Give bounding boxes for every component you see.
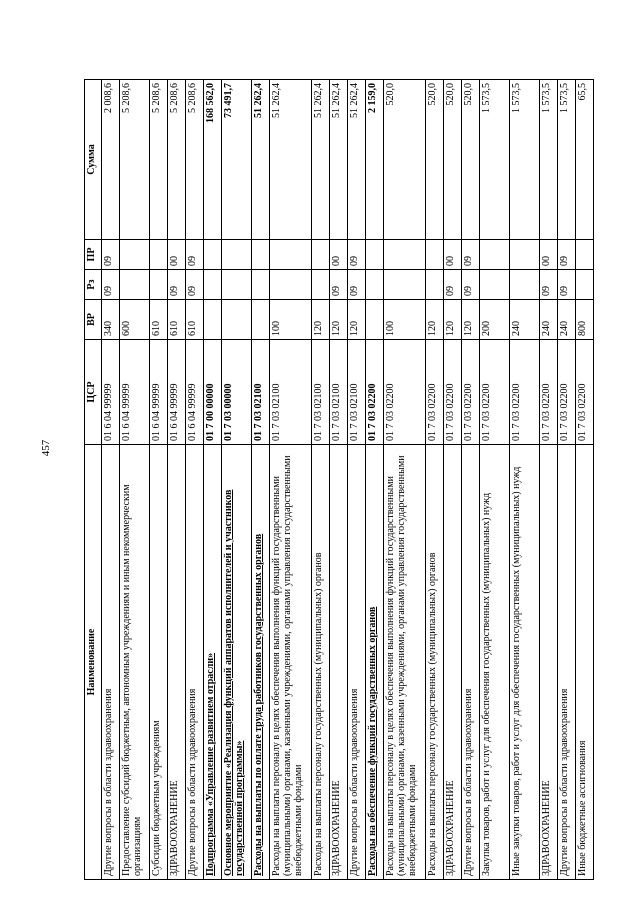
row-pr-cell — [384, 240, 426, 270]
row-name-cell: Другие вопросы в области здравоохранения — [348, 445, 366, 880]
table-row — [480, 80, 510, 880]
table-row — [348, 80, 366, 880]
table-header-row — [85, 80, 102, 880]
row-vr-cell: 100 — [384, 300, 426, 340]
table-row — [150, 80, 168, 880]
row-csr-cell: 01 7 03 02100 — [348, 340, 366, 445]
table-row — [510, 80, 540, 880]
row-vr-cell: 120 — [444, 300, 462, 340]
row-rz-cell — [222, 270, 252, 300]
row-rz-cell — [366, 270, 384, 300]
row-rz-cell: 09 — [330, 270, 348, 300]
row-name-cell: Расходы на выплаты персоналу государственных (муниципальных) органов — [426, 445, 444, 880]
row-sum-cell: 520,0 — [462, 80, 480, 240]
table-row — [330, 80, 348, 880]
row-vr-cell: 120 — [462, 300, 480, 340]
row-sum-cell: 520,0 — [426, 80, 444, 240]
row-name-cell: Другие вопросы в области здравоохранения — [186, 445, 204, 880]
row-sum-cell: 51 262,4 — [252, 80, 270, 240]
row-pr-cell: 09 — [348, 240, 366, 270]
row-rz-cell — [252, 270, 270, 300]
row-sum-cell: 51 262,4 — [312, 80, 330, 240]
table-row — [558, 80, 576, 880]
row-sum-cell: 2 008,6 — [102, 80, 120, 240]
row-name-cell: Расходы на выплаты персоналу в целях обеспечения выполнения функций государственными (муниципальными) органами, казенными учреждениями, органами управления государственными внебюджетными фондами — [270, 445, 312, 880]
table-row — [426, 80, 444, 880]
row-csr-cell: 01 7 03 02100 — [270, 340, 312, 445]
row-name-cell: Иные бюджетные ассигнования — [576, 445, 594, 880]
table-body — [102, 80, 594, 880]
header-csr: ЦСР — [85, 340, 102, 445]
row-sum-cell: 520,0 — [384, 80, 426, 240]
row-vr-cell — [204, 300, 222, 340]
row-pr-cell — [312, 240, 330, 270]
row-name-cell: Расходы на обеспечение функций государственных органов — [366, 445, 384, 880]
row-csr-cell: 01 7 03 02200 — [576, 340, 594, 445]
row-vr-cell: 240 — [558, 300, 576, 340]
row-sum-cell: 51 262,4 — [270, 80, 312, 240]
budget-table — [84, 79, 594, 880]
row-csr-cell: 01 7 03 00000 — [222, 340, 252, 445]
table-row — [270, 80, 312, 880]
table-row — [204, 80, 222, 880]
row-csr-cell: 01 7 03 02100 — [312, 340, 330, 445]
row-vr-cell: 610 — [168, 300, 186, 340]
row-sum-cell: 5 208,6 — [150, 80, 168, 240]
row-pr-cell: 00 — [168, 240, 186, 270]
row-vr-cell: 120 — [330, 300, 348, 340]
row-rz-cell — [384, 270, 426, 300]
row-sum-cell: 168 562,0 — [204, 80, 222, 240]
row-csr-cell: 01 7 03 02200 — [510, 340, 540, 445]
row-csr-cell: 01 7 03 02100 — [330, 340, 348, 445]
row-pr-cell — [576, 240, 594, 270]
row-vr-cell: 120 — [426, 300, 444, 340]
table-row — [186, 80, 204, 880]
row-sum-cell: 1 573,5 — [510, 80, 540, 240]
row-name-cell: Расходы на выплаты по оплате труда работников государственных органов — [252, 445, 270, 880]
table-row — [222, 80, 252, 880]
row-name-cell: Другие вопросы в области здравоохранения — [102, 445, 120, 880]
row-csr-cell: 01 7 03 02200 — [540, 340, 558, 445]
row-rz-cell — [510, 270, 540, 300]
header-pr: ПР — [85, 240, 102, 270]
row-name-cell: Субсидии бюджетным учреждениям — [150, 445, 168, 880]
row-sum-cell: 51 262,4 — [348, 80, 366, 240]
table-row — [462, 80, 480, 880]
rotated-table-frame — [84, 80, 588, 880]
row-rz-cell — [576, 270, 594, 300]
row-rz-cell: 09 — [186, 270, 204, 300]
header-name: Наименование — [85, 445, 102, 880]
table-row — [252, 80, 270, 880]
row-csr-cell: 01 7 03 02200 — [426, 340, 444, 445]
row-csr-cell: 01 6 04 99999 — [150, 340, 168, 445]
row-rz-cell — [426, 270, 444, 300]
row-rz-cell — [312, 270, 330, 300]
row-sum-cell: 51 262,4 — [330, 80, 348, 240]
row-vr-cell: 200 — [480, 300, 510, 340]
row-sum-cell: 1 573,5 — [540, 80, 558, 240]
row-vr-cell: 610 — [186, 300, 204, 340]
row-rz-cell: 09 — [348, 270, 366, 300]
row-csr-cell: 01 6 04 99999 — [186, 340, 204, 445]
row-pr-cell — [222, 240, 252, 270]
row-pr-cell — [480, 240, 510, 270]
row-vr-cell: 100 — [270, 300, 312, 340]
row-csr-cell: 01 7 03 02200 — [462, 340, 480, 445]
row-csr-cell: 01 7 03 02200 — [480, 340, 510, 445]
row-sum-cell: 73 491,7 — [222, 80, 252, 240]
page-number: 457 — [40, 439, 52, 457]
table-row — [444, 80, 462, 880]
row-rz-cell: 09 — [462, 270, 480, 300]
row-sum-cell: 5 208,6 — [168, 80, 186, 240]
row-sum-cell: 1 573,5 — [558, 80, 576, 240]
row-rz-cell — [204, 270, 222, 300]
row-name-cell: Закупка товаров, работ и услуг для обеспечения государственных (муниципальных) нужд — [480, 445, 510, 880]
row-rz-cell — [480, 270, 510, 300]
table-row — [576, 80, 594, 880]
table-row — [120, 80, 150, 880]
row-rz-cell: 09 — [444, 270, 462, 300]
row-pr-cell — [150, 240, 168, 270]
row-csr-cell: 01 6 04 99999 — [102, 340, 120, 445]
row-pr-cell — [252, 240, 270, 270]
row-rz-cell: 09 — [540, 270, 558, 300]
row-vr-cell: 240 — [510, 300, 540, 340]
row-pr-cell: 00 — [444, 240, 462, 270]
row-sum-cell: 5 208,6 — [120, 80, 150, 240]
row-csr-cell: 01 7 03 02200 — [444, 340, 462, 445]
row-sum-cell: 65,5 — [576, 80, 594, 240]
row-pr-cell: 00 — [540, 240, 558, 270]
row-pr-cell — [270, 240, 312, 270]
row-sum-cell: 5 208,6 — [186, 80, 204, 240]
row-csr-cell: 01 7 03 02100 — [252, 340, 270, 445]
row-name-cell: Подпрограмма «Управление развитием отрасли» — [204, 445, 222, 880]
row-rz-cell — [120, 270, 150, 300]
row-vr-cell: 610 — [150, 300, 168, 340]
table-row — [384, 80, 426, 880]
row-vr-cell: 800 — [576, 300, 594, 340]
row-sum-cell: 2 159,0 — [366, 80, 384, 240]
row-rz-cell: 09 — [168, 270, 186, 300]
row-vr-cell — [366, 300, 384, 340]
row-pr-cell — [426, 240, 444, 270]
header-sum: Сумма — [85, 80, 102, 240]
table-row — [168, 80, 186, 880]
row-vr-cell: 240 — [540, 300, 558, 340]
row-csr-cell: 01 6 04 99999 — [168, 340, 186, 445]
row-rz-cell: 09 — [102, 270, 120, 300]
table-row — [366, 80, 384, 880]
row-pr-cell: 09 — [558, 240, 576, 270]
row-pr-cell — [204, 240, 222, 270]
budget-table-container — [84, 80, 588, 880]
row-vr-cell: 600 — [120, 300, 150, 340]
row-rz-cell — [270, 270, 312, 300]
row-name-cell: Иные закупки товаров, работ и услуг для обеспечения государственных (муниципальных) нужд — [510, 445, 540, 880]
row-vr-cell: 340 — [102, 300, 120, 340]
row-name-cell: ЗДРАВООХРАНЕНИЕ — [330, 445, 348, 880]
header-rz: Рз — [85, 270, 102, 300]
row-name-cell: ЗДРАВООХРАНЕНИЕ — [444, 445, 462, 880]
table-row — [540, 80, 558, 880]
row-pr-cell — [510, 240, 540, 270]
row-name-cell: Другие вопросы в области здравоохранения — [462, 445, 480, 880]
row-pr-cell: 00 — [330, 240, 348, 270]
row-name-cell: Расходы на выплаты персоналу в целях обеспечения выполнения функций государственными (муниципальными) органами, казенными учреждениями, органами управления государственными внебюджетными фондами — [384, 445, 426, 880]
row-vr-cell: 120 — [348, 300, 366, 340]
row-pr-cell — [366, 240, 384, 270]
row-csr-cell: 01 7 03 02200 — [384, 340, 426, 445]
row-csr-cell: 01 7 03 02200 — [366, 340, 384, 445]
row-vr-cell — [222, 300, 252, 340]
row-name-cell: Другие вопросы в области здравоохранения — [558, 445, 576, 880]
row-rz-cell: 09 — [558, 270, 576, 300]
row-pr-cell — [120, 240, 150, 270]
row-csr-cell: 01 6 04 99999 — [120, 340, 150, 445]
table-row — [102, 80, 120, 880]
row-name-cell: ЗДРАВООХРАНЕНИЕ — [168, 445, 186, 880]
row-vr-cell: 120 — [312, 300, 330, 340]
row-name-cell: Основное мероприятие «Реализация функций аппаратов исполнителей и участников государственной программы» — [222, 445, 252, 880]
row-sum-cell: 520,0 — [444, 80, 462, 240]
row-rz-cell — [150, 270, 168, 300]
row-csr-cell: 01 7 03 02200 — [558, 340, 576, 445]
row-sum-cell: 1 573,5 — [480, 80, 510, 240]
row-name-cell: ЗДРАВООХРАНЕНИЕ — [540, 445, 558, 880]
row-csr-cell: 01 7 00 00000 — [204, 340, 222, 445]
table-row — [312, 80, 330, 880]
row-pr-cell: 09 — [102, 240, 120, 270]
row-pr-cell: 09 — [462, 240, 480, 270]
row-pr-cell: 09 — [186, 240, 204, 270]
row-name-cell: Расходы на выплаты персоналу государственных (муниципальных) органов — [312, 445, 330, 880]
row-name-cell: Предоставление субсидий бюджетным, автономным учреждениям и иным некоммерческим организациям — [120, 445, 150, 880]
header-vr: ВР — [85, 300, 102, 340]
row-vr-cell — [252, 300, 270, 340]
